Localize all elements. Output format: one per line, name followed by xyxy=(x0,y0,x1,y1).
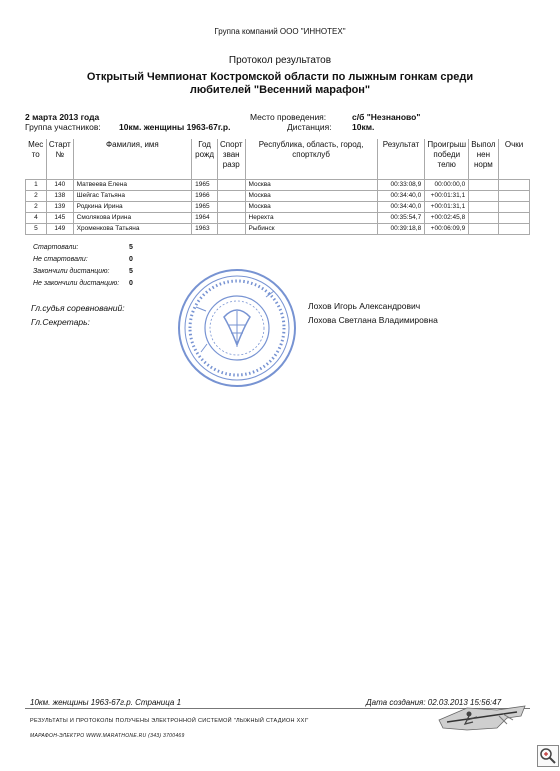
col-place: Мес то xyxy=(28,140,44,159)
table-row xyxy=(26,201,530,212)
cell-result: 00:39:18,8 xyxy=(377,223,425,234)
chief-judge-name: Лохов Игорь Александрович xyxy=(308,301,421,311)
cell-place: 2 xyxy=(26,190,47,201)
cell-rank xyxy=(218,179,246,190)
footer-created: Дата создания: 02.03.2013 15:56:47 xyxy=(366,698,502,707)
protocol-title: Протокол результатов xyxy=(228,55,332,66)
cell-points xyxy=(498,190,529,201)
table-row xyxy=(26,190,530,201)
cell-gap: +00:01:31,1 xyxy=(425,190,469,201)
cell-points xyxy=(498,223,529,234)
skier-logo-icon xyxy=(437,700,527,734)
cell-norm xyxy=(469,223,498,234)
stat-not-finished-label: Не закончили дистанцию: xyxy=(33,280,120,287)
official-seal-stamp xyxy=(176,267,298,389)
cell-gap: +00:02:45,8 xyxy=(425,212,469,223)
cell-name: Смолякова Ирина xyxy=(73,212,192,223)
footer-page-info: 10км. женщины 1963-67г.р. Страница 1 xyxy=(30,698,182,707)
col-club: Республика, область, город, спортклуб xyxy=(245,139,377,179)
cell-name: Родкина Ирина xyxy=(73,201,192,212)
table-row xyxy=(26,212,530,223)
stat-not-finished-value: 0 xyxy=(129,280,133,287)
venue-label: Место проведения: xyxy=(250,112,327,122)
cell-bib: 140 xyxy=(46,179,73,190)
cell-place: 5 xyxy=(26,223,47,234)
cell-year: 1965 xyxy=(192,201,218,212)
cell-rank xyxy=(218,201,246,212)
cell-rank xyxy=(218,223,246,234)
col-norm: Выпол нен норм xyxy=(469,139,498,179)
cell-bib: 139 xyxy=(46,201,73,212)
zoom-button[interactable] xyxy=(537,745,559,767)
cell-result: 00:33:08,9 xyxy=(377,179,425,190)
stat-started-value: 5 xyxy=(129,244,133,251)
company-group: Группа компаний ООО "ИННОТЕХ" xyxy=(214,27,346,36)
cell-club: Москва xyxy=(245,179,377,190)
cell-gap: +00:01:31,1 xyxy=(425,201,469,212)
table-header xyxy=(26,139,530,179)
group-value: 10км. женщины 1963-67г.р. xyxy=(119,122,231,132)
cell-bib: 149 xyxy=(46,223,73,234)
stat-not-started-label: Не стартовали: xyxy=(33,256,88,263)
cell-points xyxy=(498,179,529,190)
cell-club: Нерехта xyxy=(245,212,377,223)
cell-norm xyxy=(469,212,498,223)
cell-year: 1965 xyxy=(192,179,218,190)
col-result: Результат xyxy=(377,139,425,179)
zoom-in-icon xyxy=(538,746,558,766)
event-title-line2: любителей "Весенний марафон" xyxy=(189,84,371,96)
cell-club: Москва xyxy=(245,201,377,212)
chief-judge-label: Гл.судья соревнований: xyxy=(31,303,125,313)
footer-system-note: РЕЗУЛЬТАТЫ И ПРОТОКОЛЫ ПОЛУЧЕНЫ ЭЛЕКТРОННОЙ СИСТЕМОЙ "ЛЫЖНЫЙ СТАДИОН XXI" xyxy=(30,718,309,724)
stat-finished-label: Закончили дистанцию: xyxy=(33,268,110,275)
col-rank: Спорт зван разр xyxy=(218,139,246,179)
stat-started-label: Стартовали: xyxy=(33,244,79,251)
cell-club: Москва xyxy=(245,190,377,201)
cell-rank xyxy=(218,212,246,223)
cell-result: 00:34:40,0 xyxy=(377,201,425,212)
chief-secretary-name: Лохова Светлана Владимировна xyxy=(308,315,438,325)
cell-norm xyxy=(469,190,498,201)
event-date: 2 марта 2013 года xyxy=(25,112,100,122)
cell-bib: 138 xyxy=(46,190,73,201)
cell-norm xyxy=(469,179,498,190)
cell-points xyxy=(498,212,529,223)
col-name: Фамилия, имя xyxy=(73,139,192,179)
cell-club: Рыбинск xyxy=(245,223,377,234)
event-title-line1: Открытый Чемпионат Костромской области по лыжным гонкам среди xyxy=(86,71,474,83)
col-bib: Старт № xyxy=(46,139,73,179)
cell-place: 4 xyxy=(26,212,47,223)
cell-result: 00:34:40,0 xyxy=(377,190,425,201)
results-table xyxy=(25,139,530,235)
chief-secretary-label: Гл.Секретарь: xyxy=(31,317,90,327)
group-label: Группа участников: xyxy=(25,122,101,132)
cell-gap: 00:00:00,0 xyxy=(425,179,469,190)
cell-name: Матвеева Елена xyxy=(73,179,192,190)
cell-gap: +00:06:09,9 xyxy=(425,223,469,234)
cell-bib: 145 xyxy=(46,212,73,223)
stat-finished-value: 5 xyxy=(129,268,133,275)
table-row xyxy=(26,179,530,190)
cell-result: 00:35:54,7 xyxy=(377,212,425,223)
cell-place: 1 xyxy=(26,179,47,190)
cell-name: Хроменкова Татьяна xyxy=(73,223,192,234)
venue-value: с/б "Незнаново" xyxy=(352,112,421,122)
cell-year: 1964 xyxy=(192,212,218,223)
cell-year: 1963 xyxy=(192,223,218,234)
distance-value: 10км. xyxy=(352,122,375,132)
distance-label: Дистанция: xyxy=(287,122,332,132)
col-points: Очки xyxy=(498,139,529,179)
table-row xyxy=(26,223,530,234)
cell-place: 2 xyxy=(26,201,47,212)
col-gap: Проигрыш победи телю xyxy=(425,139,469,179)
stat-not-started-value: 0 xyxy=(129,256,133,263)
cell-name: Шейгас Татьяна xyxy=(73,190,192,201)
cell-norm xyxy=(469,201,498,212)
cell-rank xyxy=(218,190,246,201)
cell-points xyxy=(498,201,529,212)
footer-contact: МАРАФОН-ЭЛЕКТРО WWW.MARATHONE.RU (343) 3700469 xyxy=(30,733,185,739)
cell-year: 1966 xyxy=(192,190,218,201)
col-year: Год рожд xyxy=(192,139,218,179)
